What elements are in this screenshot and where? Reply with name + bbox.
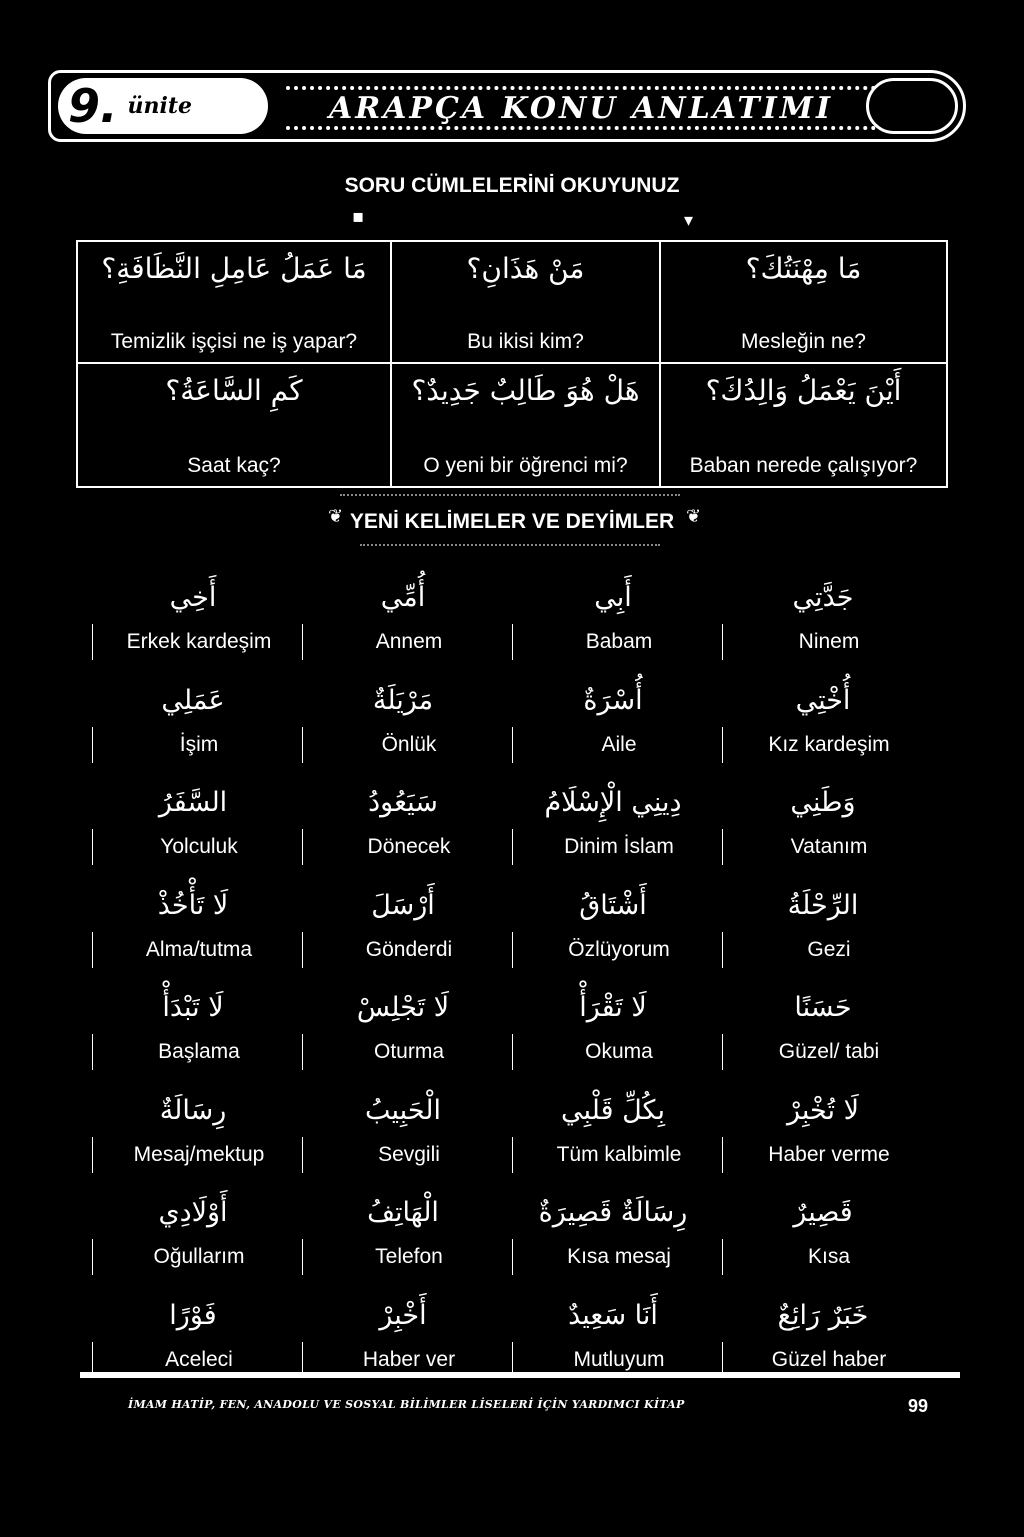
vocab-arabic: أَرْسَلَ xyxy=(371,889,435,921)
vocab-item xyxy=(298,888,508,991)
vocab-item xyxy=(508,1093,718,1196)
vocab-translation: Oturma xyxy=(373,1040,444,1063)
vocab-translation: Dönecek xyxy=(367,835,451,858)
vocab-item xyxy=(508,785,718,888)
vocab-translation: Özlüyorum xyxy=(568,937,670,961)
vocab-translation: Başlama xyxy=(158,1040,240,1063)
vocab-translation: Kız kardeşim xyxy=(768,732,890,756)
ornament-left-icon: ▪ xyxy=(352,206,365,227)
vocab-item xyxy=(508,888,718,991)
vocab-translation: Erkek kardeşim xyxy=(126,630,272,653)
divider xyxy=(340,494,680,496)
vocab-item xyxy=(718,888,928,991)
divider xyxy=(360,544,660,546)
vocab-arabic: أَبِي xyxy=(594,582,632,613)
vocab-translation: Mutluyum xyxy=(573,1347,665,1371)
vocab-arabic: الْهَاتِفُ xyxy=(367,1197,439,1228)
questions-heading: SORU CÜMLELERİNİ OKUYUNUZ xyxy=(344,174,680,197)
vocab-arabic: عَمَلِي xyxy=(161,684,225,716)
vocab-item xyxy=(508,1195,718,1298)
question-arabic: هَلْ هُوَ طَالِبٌ جَدِيدٌ؟ xyxy=(411,374,640,407)
vocab-item xyxy=(298,1298,508,1401)
vocab-arabic: مَرْيَلَةٌ xyxy=(372,684,434,716)
vocab-item xyxy=(508,580,718,683)
question-translation: Mesleğin ne? xyxy=(741,330,866,353)
vocab-item xyxy=(88,785,298,888)
vocab-arabic: جَدَّتِي xyxy=(792,582,854,613)
vocab-arabic: السَّفَرُ xyxy=(158,787,228,818)
book-title: İMAM HATİP, FEN, ANADOLU VE SOSYAL BİLİMLER LİSELERİ İÇİN YARDIMCI KİTAP xyxy=(128,1398,685,1411)
vocab-translation: Güzel haber xyxy=(771,1347,887,1371)
vocab-translation: Vatanım xyxy=(790,835,868,858)
question-cell xyxy=(78,242,392,364)
vocab-translation: Kısa xyxy=(807,1245,851,1268)
vocab-translation: Ninem xyxy=(798,630,860,653)
vocab-translation: Sevgili xyxy=(378,1142,440,1166)
vocab-arabic: حَسَنًا xyxy=(794,992,852,1023)
vocab-translation: Babam xyxy=(585,630,653,653)
vocab-arabic: لَا تَجْلِسْ xyxy=(356,992,450,1023)
vocab-arabic: أَشْتَاقُ xyxy=(579,889,647,921)
question-arabic: مَا عَمَلُ عَامِلِ النَّظَافَةِ؟ xyxy=(101,252,367,285)
vocab-item xyxy=(718,580,928,683)
vocab-translation: Telefon xyxy=(375,1245,443,1268)
vocab-arabic: لَا تُخْبِرْ xyxy=(787,1094,859,1126)
vocab-item xyxy=(718,683,928,786)
banner-end-cap xyxy=(866,78,958,134)
vocab-item xyxy=(88,1093,298,1196)
question-cell xyxy=(392,364,661,486)
ornament-right-icon: ❦ xyxy=(686,506,702,527)
question-cell xyxy=(661,364,946,486)
vocab-item xyxy=(718,990,928,1093)
question-cell xyxy=(392,242,661,364)
vocab-item xyxy=(718,1093,928,1196)
vocab-arabic: الْحَبِيبُ xyxy=(365,1094,441,1126)
question-translation: Saat kaç? xyxy=(187,454,281,477)
question-arabic: كَمِ السَّاعَةُ؟ xyxy=(165,374,303,407)
question-translation: Bu ikisi kim? xyxy=(467,330,584,353)
question-arabic: مَنْ هَذَانِ؟ xyxy=(466,252,585,285)
vocab-item xyxy=(298,1195,508,1298)
question-translation: O yeni bir öğrenci mi? xyxy=(423,454,628,477)
vocab-item xyxy=(298,990,508,1093)
vocab-translation: Tüm kalbimle xyxy=(556,1142,682,1166)
vocab-item xyxy=(88,1195,298,1298)
vocab-arabic: أُمِّي xyxy=(380,582,426,613)
vocab-arabic: أُخْتِي xyxy=(795,684,851,716)
vocab-arabic: خَبَرٌ رَائِعٌ xyxy=(777,1299,869,1331)
vocab-translation: Haber ver xyxy=(362,1347,456,1371)
vocab-arabic: لَا تَبْدَأْ xyxy=(162,992,224,1023)
vocab-item xyxy=(718,785,928,888)
vocab-item xyxy=(88,683,298,786)
vocab-item xyxy=(508,1298,718,1401)
page-number: 99 xyxy=(908,1396,929,1416)
vocab-translation: Yolculuk xyxy=(160,835,238,858)
question-arabic: أَيْنَ يَعْمَلُ وَالِدُكَ؟ xyxy=(705,374,902,407)
vocab-item xyxy=(88,1298,298,1401)
vocab-translation: Mesaj/mektup xyxy=(133,1142,265,1166)
vocab-arabic: أُسْرَةٌ xyxy=(583,684,643,716)
vocab-grid xyxy=(88,580,928,1400)
vocab-item xyxy=(298,683,508,786)
vocab-arabic: وَطَنِي xyxy=(790,787,856,818)
vocab-item xyxy=(718,1298,928,1401)
vocab-arabic: رِسَالَةٌ xyxy=(159,1094,227,1126)
vocab-arabic: قَصِيرٌ xyxy=(793,1197,853,1228)
vocab-translation: Annem xyxy=(375,630,443,653)
question-translation: Temizlik işçisi ne iş yapar? xyxy=(110,330,358,353)
vocab-translation: Önlük xyxy=(381,732,437,756)
vocab-translation: Kısa mesaj xyxy=(567,1245,671,1268)
vocab-translation: Aceleci xyxy=(165,1347,233,1371)
vocab-arabic: بِكُلِّ قَلْبِي xyxy=(561,1094,665,1126)
vocab-arabic: أَخِي xyxy=(169,582,217,613)
vocab-translation: Gezi xyxy=(807,937,851,961)
ornament-right-icon: ▾ xyxy=(684,210,694,231)
vocab-translation: Aile xyxy=(601,732,637,756)
vocab-item xyxy=(508,683,718,786)
questions-table xyxy=(76,240,948,488)
header-banner xyxy=(48,66,966,148)
vocab-arabic: سَيَعُودُ xyxy=(368,787,438,818)
vocab-item xyxy=(298,785,508,888)
unit-number: 9. xyxy=(68,79,118,133)
question-cell xyxy=(661,242,946,364)
vocab-item xyxy=(88,990,298,1093)
vocab-arabic: أَخْبِرْ xyxy=(379,1299,427,1331)
vocab-translation: Gönderdi xyxy=(365,937,453,961)
vocab-arabic: أَوْلَادِي xyxy=(158,1197,228,1228)
vocab-arabic: دِينِي الْإِسْلَامُ xyxy=(544,787,682,818)
unit-badge xyxy=(58,78,268,134)
vocab-translation: Okuma xyxy=(585,1040,653,1063)
vocab-translation: Güzel/ tabi xyxy=(778,1040,880,1063)
vocab-item xyxy=(298,580,508,683)
footer-rule xyxy=(80,1372,960,1378)
banner-title: ARAPÇA KONU ANLATIMI xyxy=(286,86,876,130)
vocab-translation: Alma/tutma xyxy=(145,937,253,961)
vocab-translation: Haber verme xyxy=(768,1142,890,1166)
question-arabic: مَا مِهْنَتُكَ؟ xyxy=(745,252,862,285)
vocab-arabic: لَا تَأْخُذْ xyxy=(157,889,229,921)
vocab-item xyxy=(718,1195,928,1298)
vocab-item xyxy=(88,580,298,683)
question-translation: Baban nerede çalışıyor? xyxy=(689,454,918,477)
vocab-arabic: الرِّحْلَةُ xyxy=(787,889,859,921)
unit-label: ünite xyxy=(127,93,192,119)
vocab-item xyxy=(298,1093,508,1196)
vocab-translation: İşim xyxy=(179,732,219,756)
vocab-arabic: فَوْرًا xyxy=(169,1299,217,1331)
question-cell xyxy=(78,364,392,486)
vocab-item xyxy=(508,990,718,1093)
vocab-arabic: رِسَالَةٌ قَصِيرَةٌ xyxy=(538,1197,688,1228)
vocab-translation: Dinim İslam xyxy=(564,835,674,858)
vocab-arabic: لَا تَقْرَأْ xyxy=(579,992,647,1023)
vocab-arabic: أَنَا سَعِيدٌ xyxy=(568,1299,658,1331)
vocab-item xyxy=(88,888,298,991)
ornament-left-icon: ❦ xyxy=(328,506,344,527)
vocab-heading: YENİ KELİMELER VE DEYİMLER xyxy=(349,510,675,533)
vocab-translation: Oğullarım xyxy=(153,1245,245,1268)
